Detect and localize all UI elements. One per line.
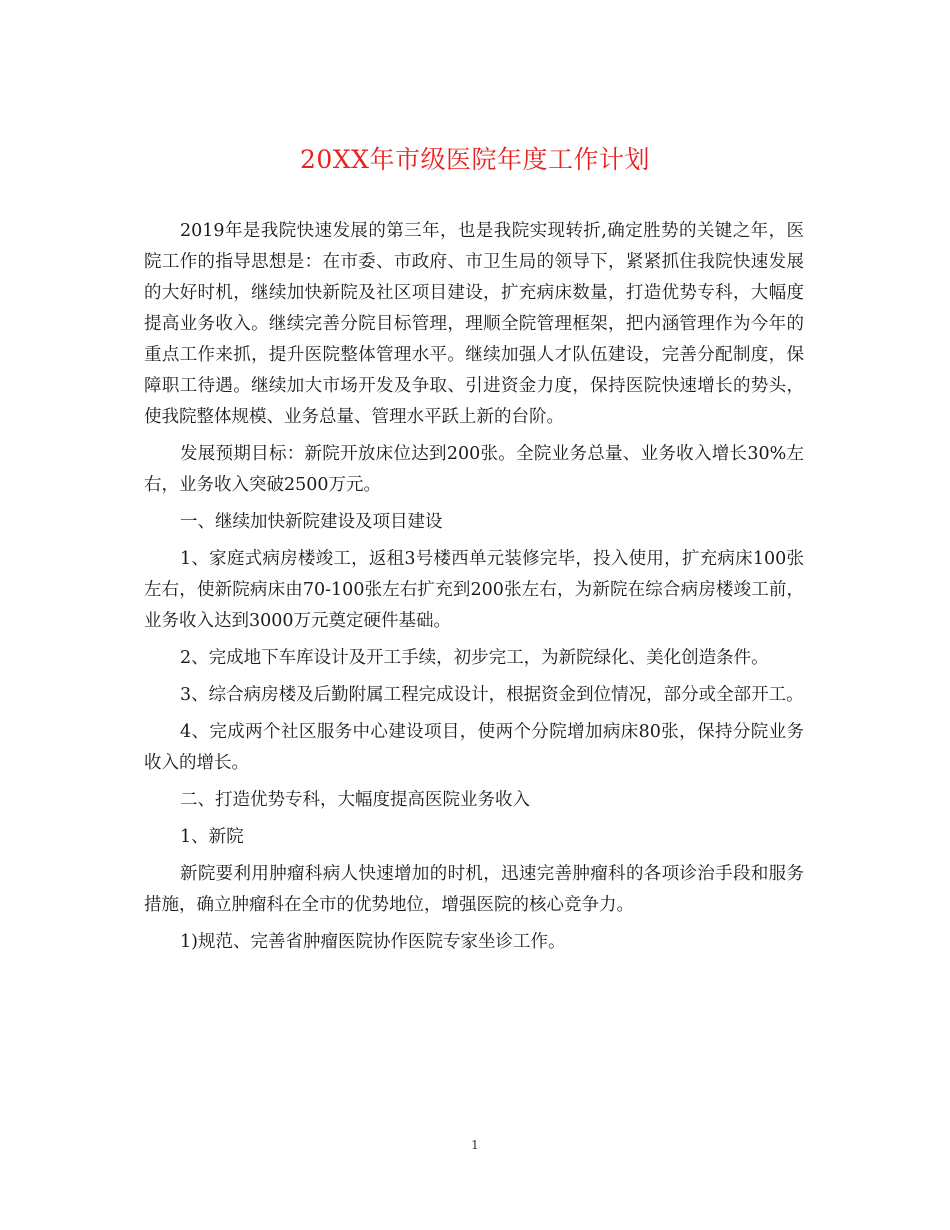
section-heading-1: 一、继续加快新院建设及项目建设: [180, 512, 443, 532]
paragraph-item-4: 4、完成两个社区服务中心建设项目，使两个分院增加病床80张，保持分院业务收入的增长。: [144, 722, 804, 773]
document-body: [144, 216, 804, 964]
paragraph-subitem-1: 1)规范、完善省肿瘤医院协作医院专家坐诊工作。: [180, 932, 566, 952]
paragraph-item-1: 1、家庭式病房楼竣工，返租3号楼西单元装修完毕，投入使用，扩充病床100张左右，使新院病床由70-100张左右扩充到200张左右，为新院在综合病房楼竣工前，业务收入达到3000万元奠定硬件基础。: [144, 549, 804, 631]
paragraph-intro: 2019年是我院快速发展的第三年，也是我院实现转折,确定胜势的关键之年，医院工作的指导思想是：在市委、市政府、市卫生局的领导下，紧紧抓住我院快速发展的大好时机，继续加快新院及社区项目建设，扩充病床数量，打造优势专科，大幅度提高业务收入。继续完善分院目标管理，理顺全院管理框架，把内涵管理作为今年的重点工作来抓，提升医院整体管理水平。继续加强人才队伍建设，完善分配制度，保障职工待遇。继续加大市场开发及争取、引进资金力度，保持医院快速增长的势头，使我院整体规模、业务总量、管理水平跃上新的台阶。: [144, 221, 804, 427]
section-heading-2: 二、打造优势专科，大幅度提高医院业务收入: [180, 790, 530, 810]
subsection-heading-new-hospital: 1、新院: [180, 827, 244, 847]
paragraph-new-hospital: 新院要利用肿瘤科病人快速增加的时机，迅速完善肿瘤科的各项诊治手段和服务措施，确立肿瘤科在全市的优势地位，增强医院的核心竞争力。: [144, 864, 804, 915]
paragraph-goals: 发展预期目标：新院开放床位达到200张。全院业务总量、业务收入增长30%左右，业务收入突破2500万元。: [144, 444, 804, 495]
paragraph-item-2: 2、完成地下车库设计及开工手续，初步完工，为新院绿化、美化创造条件。: [180, 648, 769, 668]
paragraph-item-3: 3、综合病房楼及后勤附属工程完成设计，根据资金到位情况，部分或全部开工。: [180, 685, 804, 705]
document-title: 20XX年市级医院年度工作计划: [300, 145, 650, 174]
page-number: 1: [471, 1138, 479, 1152]
